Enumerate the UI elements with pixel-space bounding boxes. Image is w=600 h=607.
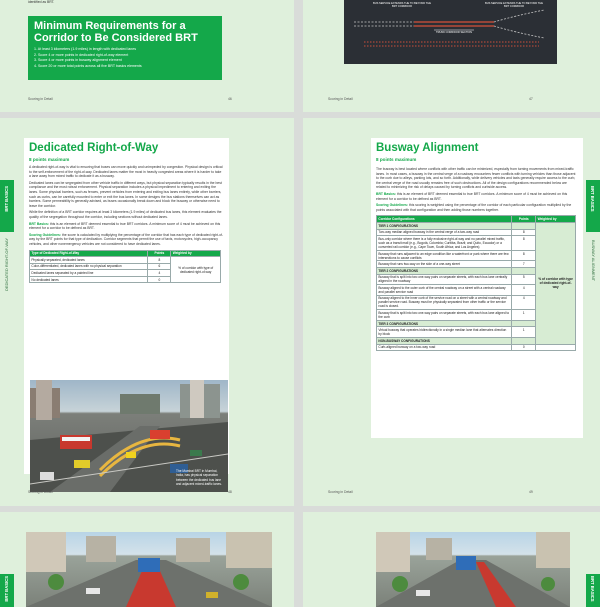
brt-basics-text: this is an element of BRT deemed essential to true BRT corridors. A minimum score of 4 must be achieved on this element for a corridor to be defined as BRT. xyxy=(29,221,221,231)
table-cell: Busway aligned to the outer curb of the central roadway on a street with a central roadway and parallel service road xyxy=(377,285,512,296)
footer-left: Scoring in Detail xyxy=(328,490,353,494)
content-card xyxy=(24,138,229,486)
page-title: Dedicated Right-of-Way xyxy=(29,142,159,154)
table-header: Type of Dedicated Right-of-Way xyxy=(30,250,148,257)
page-busway-alignment xyxy=(303,118,600,506)
footer-left: Scoring in Detail xyxy=(328,97,353,101)
vertical-section-label: DEDICATED RIGHT-OF-WAY xyxy=(4,238,9,292)
tab-label: BRT BASICS xyxy=(590,186,595,212)
table-row xyxy=(30,257,221,264)
scoring-text: the score is calculated by multiplying the percentage of the corridor that has each type of dedicated right-of-way by the BRT points for that type of dedication. Corridor segments that permit the use of taxis, motorcycles, high-occupancy vehicles, and other nonemergency vehicles are not considered to have dedicated lanes. xyxy=(29,232,224,246)
table-cell xyxy=(512,267,536,274)
street-render-svg xyxy=(26,532,272,607)
dedicated-row-table xyxy=(29,250,221,284)
footer-left: Scoring in Detail xyxy=(28,97,53,101)
weighted-note: % of corridor with type of dedicated right-of-way xyxy=(536,222,576,344)
table-cell: 8 xyxy=(148,257,171,264)
box-title-line1: Minimum Requirements for a xyxy=(34,20,186,32)
tier-label: TIER 1 CONFIGURATIONS xyxy=(377,222,512,229)
brt-basics-tab xyxy=(586,180,600,232)
table-cell: 8 xyxy=(512,229,536,236)
table-cell: Color-differentiated, dedicated lanes with no physical separation xyxy=(30,263,148,270)
table-header: Weighted by xyxy=(536,216,576,223)
table-cell: Busway that runs two-way on the side of a one-way street xyxy=(377,261,512,268)
table-cell xyxy=(512,222,536,229)
box-item: 4. Score 20 or more total points across all five BRT basics elements xyxy=(34,63,142,68)
table-cell: Two-way median aligned busway in the central verge of a two-way road xyxy=(377,229,512,236)
box-item: 1. At least 3 kilometers (1.9 miles) in length with dedicated lanes xyxy=(34,47,137,51)
brt-basics-tab xyxy=(0,574,14,607)
table-cell: 0 xyxy=(148,276,171,283)
tab-label: BRT BASICS xyxy=(590,576,595,602)
table-cell: 4 xyxy=(512,285,536,296)
min-requirements-box xyxy=(28,16,222,80)
weighted-note: % of corridor with type of dedicated right-of-way xyxy=(171,257,221,283)
table-cell: 8 xyxy=(512,250,536,261)
table-cell: 0 xyxy=(512,344,536,351)
brt-basics-label: BRT Basics: xyxy=(376,191,396,196)
table-cell: 5 xyxy=(512,274,536,285)
brt-basics-tab xyxy=(0,180,14,232)
paragraph: A dedicated right-of-way is vital to ensuring that buses can move quickly and unimpeded by congestion. Physical design is critical to the self-enforcement of the right-of-way. Dedicated lanes matter the most in heavily congested areas where it is harder to take a lane away from mixed traffic to dedicate it as a busway. xyxy=(29,165,223,179)
scoring-label: Scoring Guidelines: xyxy=(376,203,409,208)
table-header: Weighted by xyxy=(171,250,221,257)
table-cell xyxy=(512,338,536,345)
box-item: 3. Score 4 or more points in busway alignment element xyxy=(34,58,122,62)
scoring-label: Scoring Guidelines: xyxy=(29,232,62,237)
diagram-label-2: BUS SERVICE EXTENDS THE TO BEYOND THE BRT CORRIDOR xyxy=(485,2,543,8)
table-header: Corridor Configurations xyxy=(377,216,512,223)
diagram-label-3: TRUNK CORRIDOR SECTION xyxy=(435,31,473,34)
brt-basics-note xyxy=(376,192,578,201)
footer-page-number: 46 xyxy=(228,97,232,101)
brt-basics-tab xyxy=(586,574,600,607)
tab-label: BRT BASICS xyxy=(4,576,9,602)
brt-basics-note xyxy=(29,222,224,231)
tier-label: TIER 2 CONFIGURATIONS xyxy=(377,267,512,274)
table-cell: 4 xyxy=(512,295,536,310)
street-photo xyxy=(30,380,228,492)
table-cell: Virtual busway that operates bidirectionally in a single median lane that alternates direction by block xyxy=(377,327,512,338)
page-subtitle: 8 points maximum xyxy=(29,157,70,162)
table-cell: No dedicated lanes xyxy=(30,276,148,283)
table-cell: Dedicated lanes separated by a painted line xyxy=(30,270,148,277)
table-cell: Curb-aligned busway on a two-way road xyxy=(377,344,512,351)
page-title: Busway Alignment xyxy=(376,142,479,154)
table-cell: 4 xyxy=(148,270,171,277)
table-cell: 1 xyxy=(512,327,536,338)
street-render-right xyxy=(376,532,570,607)
table-cell: Busway that runs adjacent to an edge condition like a waterfront or park where there are few intersections to cause conflicts xyxy=(377,250,512,261)
body-text xyxy=(29,165,224,283)
bus-route-diagram xyxy=(344,0,557,64)
tier-row xyxy=(377,222,576,229)
brt-basics-label: BRT Basics: xyxy=(29,221,49,226)
diagram-label-1: BUS SERVICE EXTENDS THE TO BEYOND THE BRT CORRIDOR xyxy=(373,2,431,8)
content-card xyxy=(371,138,583,438)
tier-label: NON-BUSWAY CONFIGURATIONS xyxy=(377,338,512,345)
table-cell: 6 xyxy=(148,263,171,270)
paragraph: The busway is best located where conflicts with other traffic can be minimized, especially from turning movements from mixed-traffic lanes. In most cases, a busway in the central verge of a roadway encounters fewer conflicts with turning vehicles than those adjacent to the curb due to alleys, parking lots, and so forth. Additionally, while delivery vehicles and taxis generally require access to the curb, the central verge of the road usually remains free of such obstructions. All of the design configurations recommended below are related to minimizing the risk of delays caused by turning conflicts and curbside access. xyxy=(376,167,576,190)
top-line-text: identified as BRT. xyxy=(28,0,55,4)
table-cell xyxy=(536,344,576,351)
table-cell xyxy=(512,320,536,327)
footer-left: Scoring in Detail xyxy=(28,490,53,494)
table-cell: Physically separated, dedicated lanes xyxy=(30,257,148,264)
page-bottom-right xyxy=(303,512,600,607)
photo-caption: The Mumbai BRT in Mumbai, India, has physical separation between the dedicated bus lane and adjacent mixed-traffic lanes. xyxy=(176,469,222,486)
brt-basics-text: this is an element of BRT deemed essential to true BRT corridors. A minimum score of 4 must be achieved on this element for a corridor to be defined as BRT. xyxy=(376,191,568,201)
body-text xyxy=(376,167,578,351)
paragraph: While the definition of a BRT corridor requires at least 3 kilometers (1.9 miles) of dedicated bus lanes, this element evaluates the quality of the segregation throughout the corridor, including sections without dedicated lanes. xyxy=(29,210,222,219)
table-row xyxy=(377,344,576,351)
page-top-left xyxy=(0,0,294,112)
tier-label: TIER 3 CONFIGURATIONS xyxy=(377,320,512,327)
scoring-text: this scoring is weighted using the percentage of the corridor of each particular configuration multiplied by the points associated with that configuration and then adding those numbers together. xyxy=(376,203,572,212)
footer-page-number: 49 xyxy=(529,490,533,494)
page-dedicated-row xyxy=(0,118,294,506)
table-cell: Busway aligned to the inner curb of the service road on a street with a central roadway and parallel service road. Busway must be physically separated from other traffic or the service road is closed. xyxy=(377,295,512,310)
page-subtitle: 8 points maximum xyxy=(376,157,417,162)
table-cell: Busway that is split into two one-way pairs on separate streets, with each bus lane aligned to the curb xyxy=(377,310,512,321)
page-bottom-left xyxy=(0,512,294,607)
table-header: Points xyxy=(512,216,536,223)
vertical-section-label: BUSWAY ALIGNMENT xyxy=(591,240,596,282)
scoring-guidelines xyxy=(376,203,578,212)
table-cell: 7 xyxy=(512,261,536,268)
street-render-left xyxy=(26,532,272,607)
scoring-guidelines xyxy=(29,233,224,247)
table-cell: 1 xyxy=(512,310,536,321)
table-cell: Bus-only corridor where there is a fully exclusive right-of-way and no parallel mixed traffic, such as a transit mall (e.g., Bogotá, Colombia; Curitiba, Brazil; and Quito, Ecuador) or a converted rail corridor (e.g., Cape Town, South Africa; and Los Angeles) xyxy=(377,236,512,251)
page-top-right xyxy=(303,0,600,112)
busway-alignment-table xyxy=(376,215,576,351)
table-cell: 8 xyxy=(512,236,536,251)
tab-label: BRT BASICS xyxy=(4,186,9,212)
box-title-line2: Corridor to Be Considered BRT xyxy=(34,32,198,44)
paragraph: Dedicated lanes can be segregated from other vehicle traffic in different ways, but physical separation typically results in the best compliance and the most robust enforcement. Physical separation includes a physical impediment to entering and exiting the lanes. Some physical barriers, such as fences, prevent vehicles from entering and exiting bus lanes entirely, while other barriers, such as curbs, can be carefully mounted to enter or exit the bus lanes. In some designs the bus stations themselves can act as barriers. Some permeability is generally advised, as buses occasionally break down and block the busway or otherwise need to leave the corridor. xyxy=(29,180,222,208)
footer-page-number: 48 xyxy=(228,490,232,494)
table-header: Points xyxy=(148,250,171,257)
footer-page-number: 47 xyxy=(529,97,533,101)
box-item: 2. Score 4 or more points in dedicated right-of-way element xyxy=(34,52,129,57)
street-render-svg xyxy=(376,532,570,607)
table-cell: Busway that is split into two one-way pairs on separate streets, with each bus lane centrally aligned in the roadway xyxy=(377,274,512,285)
